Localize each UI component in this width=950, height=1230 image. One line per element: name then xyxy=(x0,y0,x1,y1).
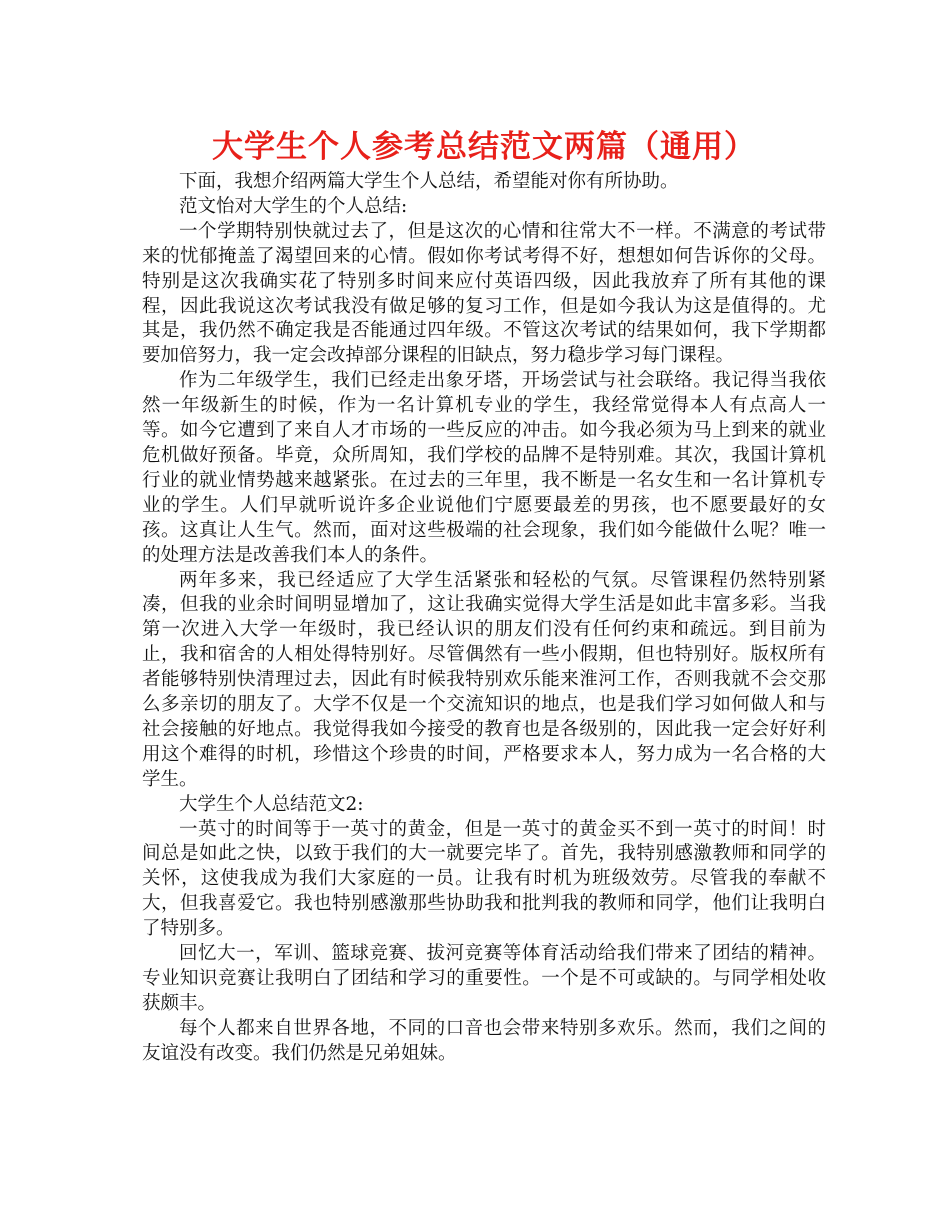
document-title: 大学生个人参考总结范文两篇（通用） xyxy=(212,129,756,165)
body-paragraph: 一英寸的时间等于一英寸的黄金，但是一英寸的黄金买不到一英寸的时间！时间总是如此之快，以致于我们的大一就要完毕了。首先，我特别感激教师和同学的关怀，这使我成为我们大家庭的一员。让我有时机为班级效劳。尽管我的奉献不大，但我喜爱它。我也特别感激那些协助我和批判我的教师和同学，他们让我明白了特别多。 xyxy=(142,818,826,940)
body-paragraph: 每个人都来自世界各地，不同的口音也会带来特别多欢乐。然而，我们之间的友谊没有改变。我们仍然是兄弟姐妹。 xyxy=(142,1017,826,1064)
section-heading-2: 大学生个人总结范文2: xyxy=(179,793,364,815)
section-heading-1: 范文怡对大学生的个人总结: xyxy=(179,195,408,217)
body-paragraph: 作为二年级学生，我们已经走出象牙塔，开场尝试与社会联络。我记得当我依然一年级新生的时候，作为一名计算机专业的学生，我经常觉得本人有点高人一等。如今它遭到了来自人才市场的一些反应的冲击。如今我必须为马上到来的就业危机做好预备。毕竟，众所周知，我们学校的品牌不是特别难。其次，我国计算机行业的就业情势越来越紧张。在过去的三年里，我不断是一名女生和一名计算机专业的学生。人们早就听说许多企业说他们宁愿要最差的男孩，也不愿要最好的女孩。这真让人生气。然而，面对这些极端的社会现象，我们如今能做什么呢？唯一的处理方法是改善我们本人的条件。 xyxy=(142,370,826,566)
document-page xyxy=(142,128,826,1067)
body-paragraph: 两年多来，我已经适应了大学生活紧张和轻松的气氛。尽管课程仍然特别紧凑，但我的业余时间明显增加了，这让我确实觉得大学生活是如此丰富多彩。当我第一次进入大学一年级时，我已经认识的朋友们没有任何约束和疏远。到目前为止，我和宿舍的人相处得特别好。尽管偶然有一些小假期，但也特别好。版权所有者能够特别快清理过去，因此有时候我特别欢乐能来淮河工作，否则我就不会交那么多亲切的朋友了。大学不仅是一个交流知识的地点，也是我们学习如何做人和与社会接触的好地点。我觉得我如今接受的教育也是各级别的，因此我一定会好好利用这个难得的时机，珍惜这个珍贵的时间，严格要求本人，努力成为一名合格的大学生。 xyxy=(142,569,826,790)
body-paragraph: 回忆大一，军训、篮球竞赛、拔河竞赛等体育活动给我们带来了团结的精神。专业知识竞赛让我明白了团结和学习的重要性。一个是不可或缺的。与同学相处收获颇丰。 xyxy=(142,943,826,1014)
intro-paragraph: 下面，我想介绍两篇大学生个人总结，希望能对你有所协助。 xyxy=(179,171,679,192)
body-paragraph: 一个学期特别快就过去了，但是这次的心情和往常大不一样。不满意的考试带来的忧郁掩盖了渴望回来的心情。假如你考试考得不好，想想如何告诉你的父母。特别是这次我确实花了特别多时间来应付英语四级，因此我放弃了所有其他的课程，因此我说这次考试我没有做足够的复习工作，但是如今我认为这是值得的。尤其是，我仍然不确定我是否能通过四年级。不管这次考试的结果如何，我下学期都要加倍努力，我一定会改掉部分课程的旧缺点，努力稳步学习每门课程。 xyxy=(142,220,826,367)
